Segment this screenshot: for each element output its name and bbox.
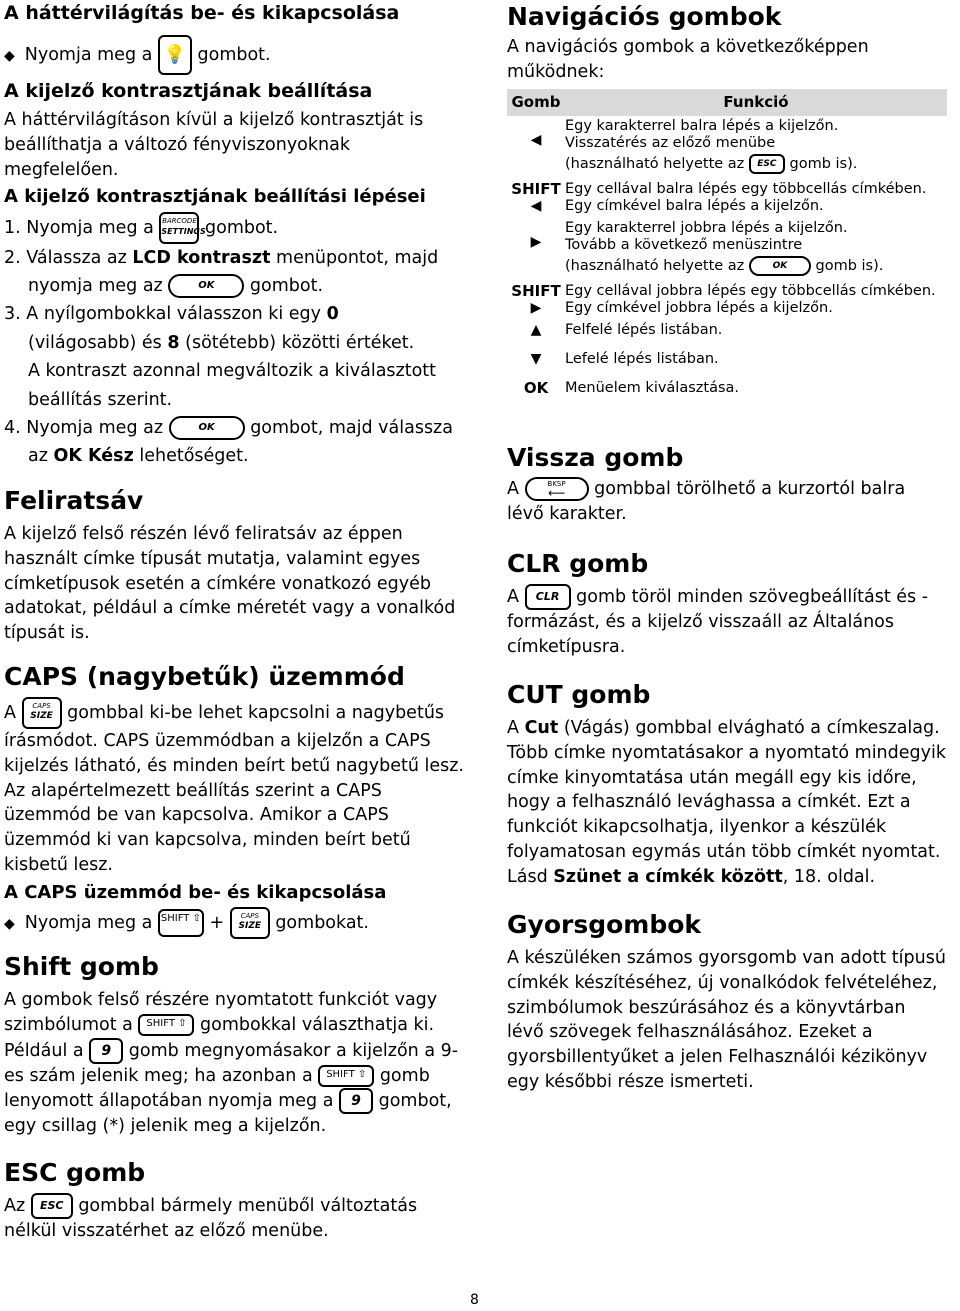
status-bar-title: Feliratsáv <box>4 486 144 515</box>
status-bar-text: A kijelző felső részén lévő feliratsáv az éppen használt címke típusát mutatja, valamint egyes címketípusok esetén a címkére vonatkozó egyéb adatokat, például a címke méretét vagy a vonalkód típusát is. <box>4 524 456 644</box>
contrast-step-2: 2. Válassza az LCD kontraszt menüpontot, majd nyomja meg az OK gombot. <box>4 248 439 297</box>
contrast-step-3: 3. A nyílgombokkal válasszon ki egy 0 (világosabb) és 8 (sötétebb) közötti értéket. A kontraszt azonnal megváltozik a kiválasztott beállítás szerint. <box>4 304 437 410</box>
left-arrow-icon: ◀ <box>530 131 542 148</box>
clr-key: CLR <box>525 584 571 610</box>
shift-key: SHIFT ⇧ <box>318 1065 374 1087</box>
barcode-settings-key: BARCODE SETTINGS <box>159 212 199 244</box>
table-row: ▼ Lefelé lépés listában. <box>507 349 947 378</box>
contrast-intro: A háttérvilágításon kívül a kijelző kontrasztját is beállíthatja a változó fényviszonyoknak megfelelően. <box>4 110 424 180</box>
cut-title: CUT gomb <box>507 680 651 709</box>
shift-key: SHIFT ⇧ <box>158 909 204 937</box>
back-title: Vissza gomb <box>507 443 684 472</box>
caps-text: gombbal ki-be lehet kapcsolni a nagybetűs írásmódot. CAPS üzemmódban a kijelzőn a CAPS kijelzés látható, és minden beírt betű nagybetű lesz. Az alapértelmezett beállítás szerint a CAPS üzemmód be van kapcsolva. Amikor a CAPS üzemmód ki van kapcsolva, minden beírt betű kisbetű lesz. <box>4 703 464 875</box>
hotkeys-section <box>507 908 947 1095</box>
nav-intro: A navigációs gombok a következőképpen működnek: <box>507 37 869 82</box>
clr-text: gomb töröl minden szövegbeállítást és -formázást, és a kijelző visszaáll az Általános címketípusra. <box>507 587 929 657</box>
table-row: SHIFT ◀ Egy cellával balra lépés egy többcellás címkében. Egy címkével balra lépés a kijelzőn. <box>507 179 947 218</box>
shift-title: Shift gomb <box>4 952 159 981</box>
ok-key: OK <box>749 256 811 276</box>
table-row: ◀ Egy karakterrel balra lépés a kijelzőn. Visszatérés az előző menübe (használható helyette az ESC gomb is). <box>507 116 947 179</box>
nine-key: 9 <box>89 1038 123 1064</box>
contrast-steps-title: A kijelző kontrasztjának beállítási lépései <box>4 186 426 208</box>
nav-title: Navigációs gombok <box>507 2 782 31</box>
cut-section <box>507 678 947 890</box>
backspace-arrow-icon: ⟵ <box>547 486 566 500</box>
left-arrow-icon: ◀ <box>530 197 542 214</box>
hotkeys-text: A készüléken számos gyorsgomb van adott típusú címkék készítéséhez, új vonalkódok felvételéhez, szimbólumok beszúrásához és a könyvtárban lévő szövegek felhasználásához. Ezeket a gyorsbillentyűket a jelen Felhasználói kézikönyv egy későbbi része ismerteti. <box>507 948 946 1092</box>
ok-label: OK <box>523 378 549 397</box>
ok-key: OK <box>169 416 245 440</box>
nav-table-header: Gomb Funkció <box>507 89 947 116</box>
esc-text: gombbal bármely menüből változtatás nélkül visszatérhet az előző menübe. <box>4 1196 418 1241</box>
shift-text: A gombok felső részére nyomtatott funkciót vagy szimbólumot a SHIFT ⇧ gombokkal választhatja ki. Például a 9 gomb megnyomásakor a kijelzőn a 9-es szám jelenik meg; ha azonban a SHIFT ⇧ gomb lenyomott állapotában nyomja meg a 9 gombot, egy csillag (*) jelenik meg a kijelzőn. <box>4 990 459 1137</box>
shift-label: SHIFT <box>511 179 561 198</box>
bullet-icon: ◆ <box>4 48 15 64</box>
contrast-step-1: 1. Nyomja meg a BARCODE SETTINGS gombot. <box>4 212 466 244</box>
caps-toggle-title: A CAPS üzemmód be- és kikapcsolása <box>4 881 387 903</box>
lightbulb-icon: 💡 <box>158 35 192 75</box>
contrast-section <box>4 78 466 470</box>
contrast-step-4: 4. Nyomja meg az OK gombot, majd válassza az OK Kész lehetőséget. <box>4 418 453 467</box>
back-section: Vissza gomb A BKSP ⟵ gombbal törölhető a kurzortól balra lévő karakter. <box>507 441 947 527</box>
nine-key: 9 <box>339 1088 373 1114</box>
page-number: 8 <box>470 1292 479 1308</box>
table-row: ▲ Felfelé lépés listában. <box>507 320 947 349</box>
back-text: gombbal törölhető a kurzortól balra lévő karakter. <box>507 479 906 524</box>
esc-section: ESC gomb Az ESC gombbal bármely menüből változtatás nélkül visszatérhet az előző menübe. <box>4 1156 466 1244</box>
esc-key: ESC <box>749 154 785 174</box>
clr-section: CLR gomb A CLR gomb töröl minden szövegbeállítást és -formázást, és a kijelző visszaáll az Általános címketípusra. <box>507 547 947 660</box>
cut-text: A Cut (Vágás) gombbal elvágható a címkeszalag. Több címke nyomtatásakor a nyomtató mindegyik címke kinyomtatása után megáll egy kis időre, hogy a felhasználó levághassa a címkét. Ezt a funkciót kikapcsolhatja, ilyenkor a készülék folyamatosan egymás után több címkét nyomtat. Lásd Szünet a címkék között, 18. oldal. <box>507 718 946 887</box>
status-bar-section <box>4 484 466 646</box>
shift-key: SHIFT ⇧ <box>138 1014 194 1036</box>
right-arrow-icon: ▶ <box>530 299 542 316</box>
down-arrow-icon: ▼ <box>530 350 542 367</box>
ok-key: OK <box>168 274 244 298</box>
contrast-title: A kijelző kontrasztjának beállítása <box>4 80 373 102</box>
table-row: ▶ Egy karakterrel jobbra lépés a kijelzőn. Tovább a következő menüszintre (használható helyette az OK gomb is). <box>507 218 947 281</box>
esc-key: ESC <box>31 1193 73 1219</box>
nav-table <box>507 89 947 400</box>
shift-label: SHIFT <box>511 281 561 300</box>
table-row: OK Menüelem kiválasztása. <box>507 378 947 400</box>
caps-section: CAPS (nagybetűk) üzemmód A CAPS SIZE gombbal ki-be lehet kapcsolni a nagybetűs írásmódot. CAPS üzemmódban a kijelzőn a CAPS kijelzés látható, és minden beírt betű nagybetű lesz. Az alapértelmezett beállítás szerint a CAPS üzemmód be van kapcsolva. Amikor a CAPS üzemmód ki van kapcsolva, minden beírt betű kisbetű lesz. A CAPS üzemmód be- és kikapcsolása ◆ Nyomja meg a SHIFT ⇧ + CAPS SIZE gombokat. <box>4 660 466 941</box>
backspace-key: BKSP ⟵ <box>525 477 589 501</box>
shift-section <box>4 950 466 1139</box>
nav-section <box>507 0 947 400</box>
caps-title: CAPS (nagybetűk) üzemmód <box>4 662 405 691</box>
bullet-icon: ◆ <box>4 915 15 932</box>
hotkeys-title: Gyorsgombok <box>507 910 702 939</box>
caps-size-key: CAPS SIZE <box>230 907 270 939</box>
backlight-section: A háttérvilágítás be- és kikapcsolása ◆ Nyomja meg a 💡 gombot. <box>4 0 466 75</box>
esc-title: ESC gomb <box>4 1158 146 1187</box>
up-arrow-icon: ▲ <box>530 321 542 338</box>
table-row: SHIFT ▶ Egy cellával jobbra lépés egy többcellás címkében. Egy címkével jobbra lépés a kijelzőn. <box>507 281 947 320</box>
right-arrow-icon: ▶ <box>530 233 542 250</box>
caps-size-key: CAPS SIZE <box>22 697 62 729</box>
clr-title: CLR gomb <box>507 549 649 578</box>
backlight-title: A háttérvilágítás be- és kikapcsolása <box>4 2 400 24</box>
